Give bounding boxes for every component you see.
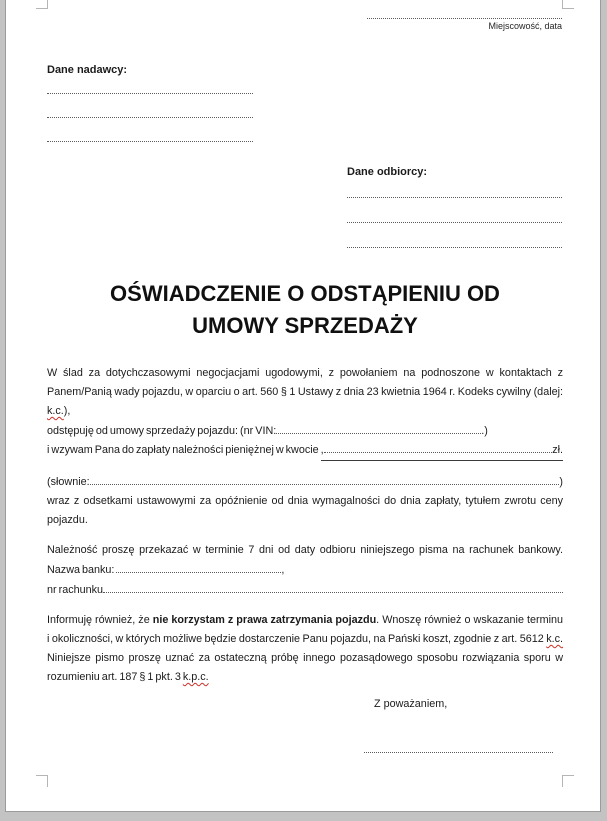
- recipient-blank-line-1: [347, 190, 562, 198]
- paragraph-amount-words: [47, 472, 563, 530]
- paragraph-retention: [47, 611, 563, 687]
- paragraph1-line1: W ślad za dotychczasowymi negocjacjami ugodowymi, z powołaniem na podnoszone w kontaktach z: [47, 367, 563, 379]
- slownie-prefix: (słownie:: [47, 476, 90, 488]
- paragraph4-line1-bold: nie korzystam z prawa zatrzymania pojazdu: [152, 614, 377, 626]
- paragraph2-line3: pojazdu.: [47, 514, 88, 526]
- paragraph4-line2-start: i okoliczności, w których możliwe będzie dostarczenie Panu pojazdu, na Pański koszt, zgodnie z art. 5612: [47, 633, 547, 645]
- vin-line: [47, 421, 563, 441]
- amount-dotted-leader: [324, 442, 553, 453]
- place-date-blank: [367, 11, 562, 19]
- document-title-line-1: OŚWIADCZENIE O ODSTĄPIENIU OD: [110, 281, 500, 306]
- abbr-kpc: k.p.c.: [182, 671, 209, 683]
- paragraph1-line3-rest: ),: [63, 405, 71, 417]
- paragraph1-line3: [47, 402, 563, 421]
- paragraph4-line1-start: Informuję również, że: [47, 614, 153, 626]
- paragraph4-line1-rest: . Wnoszę również o wskazanie terminu: [376, 614, 564, 626]
- paragraph2-line2: wraz z odsetkami ustawowymi za opóźnienie od dnia wymagalności do dnia zapłaty, tytułem zwrotu ceny: [47, 495, 563, 507]
- amount-blank: [321, 441, 563, 461]
- paragraph3-line1: Należność proszę przekazać w terminie 7 dni od daty odbioru niniejszego pisma na rachunek bankowy.: [47, 544, 563, 556]
- paragraph4-line1: [47, 611, 563, 630]
- vin-suffix: .): [481, 425, 488, 437]
- text-boundary-mark-top-right: [562, 0, 574, 9]
- slownie-blank: [90, 472, 560, 485]
- recipient-blank-line-2: [347, 215, 562, 223]
- document-title: [47, 278, 563, 342]
- document-page: [5, 0, 601, 812]
- place-date-label: Miejscowość, data: [488, 21, 562, 31]
- sender-blank-line-1: [47, 86, 253, 94]
- vin-prefix: odstępuję od umowy sprzedaży pojazdu: (nr VIN:: [47, 425, 277, 437]
- paragraph4-line3: Niniejsze pismo proszę uznać za ostateczną próbę innego pozasądowego sposobu rozwiązania sporu w: [47, 652, 563, 664]
- abbr-kc-2: k.c.: [546, 633, 563, 645]
- amount-prefix: i wzywam Pana do zapłaty należności pieniężnej w kwocie: [47, 444, 319, 456]
- paragraph-withdrawal: [47, 364, 563, 461]
- paragraph4-line4-start: rozumieniu art. 187 § 1 pkt. 3: [47, 671, 183, 683]
- amount-comma: ,: [320, 444, 324, 456]
- signature-blank: [364, 745, 553, 753]
- text-boundary-mark-bottom-right: [562, 775, 574, 787]
- abbr-kc-1: k.c.: [47, 405, 64, 417]
- amount-suffix: zł.: [552, 444, 563, 456]
- amount-line: [47, 441, 563, 461]
- paragraph1-line2: Panem/Panią wady pojazdu, w oparciu o art. 560 § 1 Ustawy z dnia 23 kwietnia 1964 r. Kodeks cywilny (dalej:: [47, 386, 563, 398]
- bank-suffix: ,: [281, 564, 285, 576]
- bank-name-blank: [116, 560, 281, 573]
- recipient-blank-line-3: [347, 240, 562, 248]
- account-number-line: [47, 580, 563, 600]
- sender-blank-line-3: [47, 134, 253, 142]
- vin-blank: [276, 421, 481, 434]
- recipient-label: Dane odbiorcy:: [347, 166, 428, 178]
- text-boundary-mark-top-left: [36, 0, 48, 9]
- paragraph4-line4: [47, 668, 563, 687]
- bank-prefix: Nazwa banku:: [47, 564, 117, 576]
- closing-salutation: Z poważaniem,: [374, 698, 448, 710]
- account-prefix: nr rachunku: [47, 584, 104, 596]
- account-number-blank: [103, 580, 563, 593]
- paragraph4-line2: [47, 630, 563, 649]
- sender-blank-line-2: [47, 110, 253, 118]
- text-boundary-mark-bottom-left: [36, 775, 48, 787]
- slownie-suffix: ): [559, 476, 563, 488]
- document-body: [47, 364, 563, 698]
- document-title-line-2: UMOWY SPRZEDAŻY: [192, 313, 418, 338]
- amount-in-words-line: [47, 472, 563, 492]
- bank-name-line: [47, 560, 563, 580]
- sender-label: Dane nadawcy:: [47, 64, 128, 76]
- paragraph-payment: [47, 541, 563, 600]
